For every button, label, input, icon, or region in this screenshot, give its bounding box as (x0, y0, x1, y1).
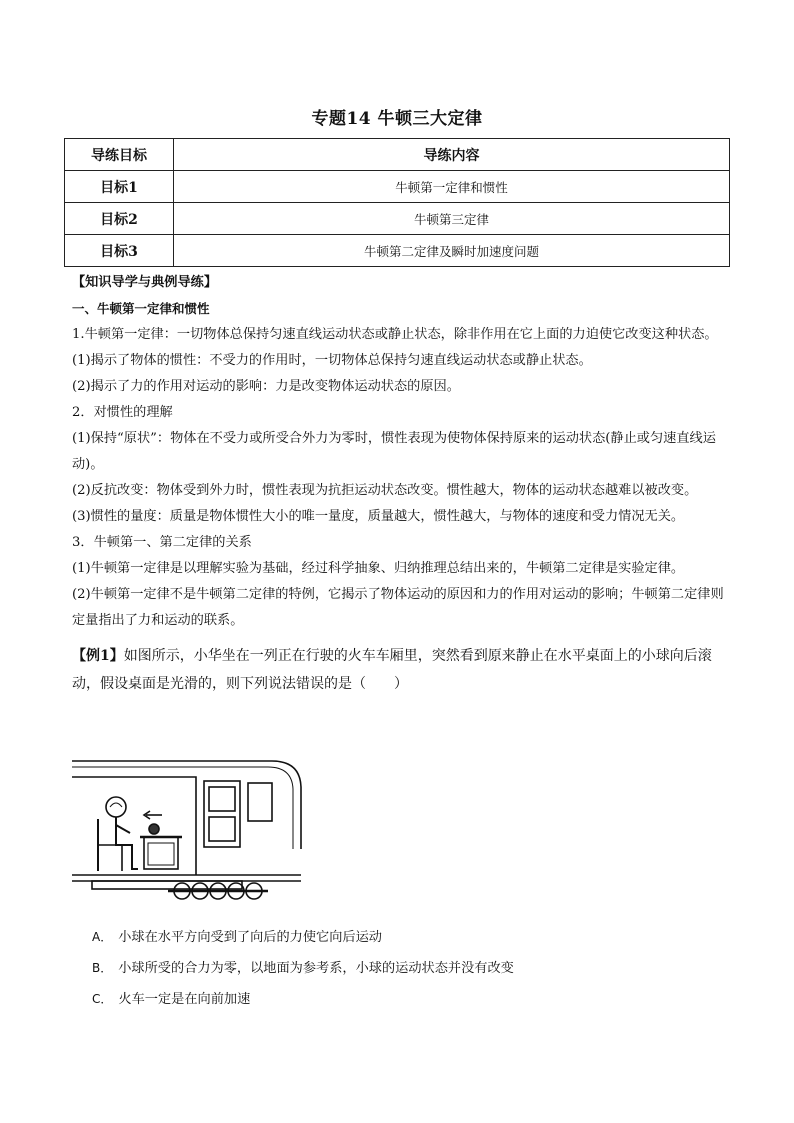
goal-cell: 目标2 (65, 203, 174, 235)
paragraph: (2)反抗改变：物体受到外力时，惯性表现为抗拒运动状态改变。惯性越大，物体的运动状态越难以被改变。 (72, 483, 698, 498)
train-carriage-figure (72, 757, 308, 905)
goals-table (64, 138, 730, 267)
option-item[interactable] (92, 984, 514, 1015)
option-letter: B． (92, 961, 113, 975)
goal-cell: 目标1 (65, 171, 174, 203)
paragraph: (1)揭示了物体的惯性：不受力的作用时，一切物体总保持匀速直线运动状态或静止状态。 (72, 353, 592, 368)
option-item[interactable] (92, 922, 514, 953)
header-content: 导练内容 (174, 139, 730, 171)
content-cell: 牛顿第一定律和惯性 (174, 171, 730, 203)
answer-options (92, 922, 514, 1015)
option-letter: A． (92, 930, 113, 944)
paragraph: 1.牛顿第一定律：一切物体总保持匀速直线运动状态或静止状态，除非作用在它上面的力迫使它改变这种状态。 (72, 327, 718, 342)
paragraph: (2)牛顿第一定律不是牛顿第二定律的特例，它揭示了物体运动的原因和力的作用对运动的影响；牛顿第二定律则定量指出了力和运动的联系。 (72, 587, 724, 628)
content-cell: 牛顿第二定律及瞬时加速度问题 (174, 235, 730, 267)
section-heading: 【知识导学与典例导练】 (72, 275, 218, 290)
paragraph: (1)保持“原状”：物体在不受力或所受合外力为零时，惯性表现为使物体保持原来的运动状态(静止或匀速直线运动)。 (72, 431, 716, 472)
option-text: 火车一定是在向前加速 (118, 992, 251, 1007)
knowledge-section (72, 270, 732, 698)
table-header-row (65, 139, 730, 171)
option-text: 小球所受的合力为零，以地面为参考系，小球的运动状态并没有改变 (118, 961, 514, 976)
example-question (72, 642, 732, 698)
content-cell: 牛顿第三定律 (174, 203, 730, 235)
header-goal: 导练目标 (65, 139, 174, 171)
example-text: 如图所示，小华坐在一列正在行驶的火车车厢里，突然看到原来静止在水平桌面上的小球向后滚动，假设桌面是光滑的，则下列说法错误的是（ ） (72, 648, 712, 692)
subsection-heading: 一、牛顿第一定律和惯性 (72, 301, 210, 316)
paragraph: (3)惯性的量度：质量是物体惯性大小的唯一量度，质量越大，惯性越大，与物体的速度和受力情况无关。 (72, 509, 685, 524)
table-row (65, 203, 730, 235)
table-row (65, 235, 730, 267)
paragraph: (2)揭示了力的作用对运动的影响：力是改变物体运动状态的原因。 (72, 379, 460, 394)
paragraph: 2．对惯性的理解 (72, 405, 173, 420)
paragraph: (1)牛顿第一定律是以理解实验为基础，经过科学抽象、归纳推理总结出来的，牛顿第二定律是实验定律。 (72, 561, 685, 576)
table-row (65, 171, 730, 203)
option-item[interactable] (92, 953, 514, 984)
paragraph: 3．牛顿第一、第二定律的关系 (72, 535, 252, 550)
option-letter: C． (92, 992, 113, 1006)
example-label: 【例1】 (72, 648, 124, 664)
goal-cell: 目标3 (65, 235, 174, 267)
option-text: 小球在水平方向受到了向后的力使它向后运动 (118, 930, 382, 945)
page-title: 专题14 牛顿三大定律 (311, 109, 483, 129)
